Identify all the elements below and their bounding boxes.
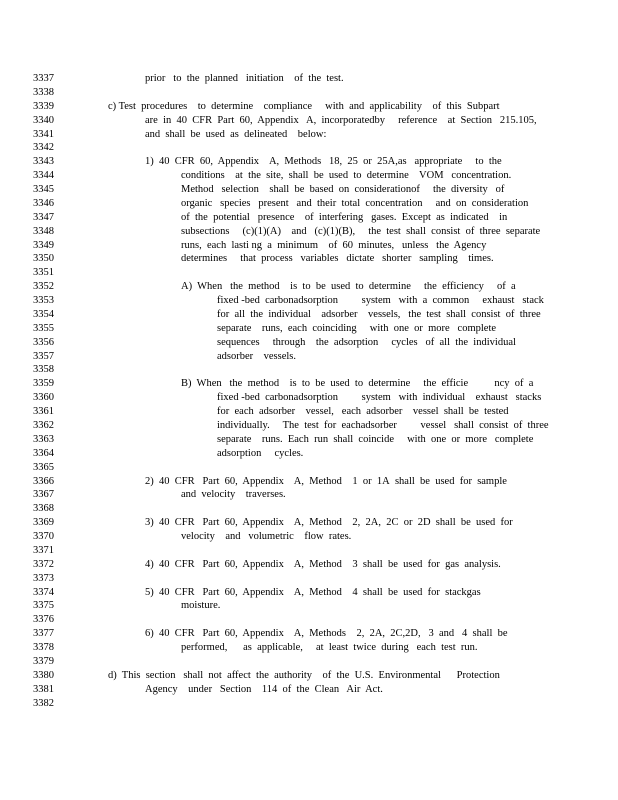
line-text: 1) 40 CFR 60, Appendix A, Methods 18, 25 or 25A,as appropriate to the [145,156,502,168]
document-line [0,183,618,197]
line-text: fixed -bed carbonadsorption system with individual exhaust stacks [217,392,542,404]
line-number: 3366 [33,475,54,487]
line-number: 3351 [33,267,54,279]
line-number: 3338 [33,86,54,98]
line-number: 3339 [33,100,54,112]
line-number: 3370 [33,531,54,543]
line-number: 3346 [33,197,54,209]
line-text: 3) 40 CFR Part 60, Appendix A, Method 2, 2A, 2C or 2D shall be used for [145,517,513,529]
line-number: 3350 [33,253,54,265]
line-number: 3368 [33,503,54,515]
line-text: prior to the planned initiation of the test. [145,73,344,84]
document-line [0,141,618,155]
line-text: moisture. [181,600,221,612]
line-number: 3343 [33,156,54,168]
line-number: 3337 [33,73,54,84]
document-line [0,697,618,711]
document-line [0,239,618,253]
line-number: 3356 [33,336,54,348]
line-text: individually. The test for eachadsorber vessel shall consist of three [217,420,549,431]
document-line [0,641,618,655]
document-line [0,86,618,100]
line-text: and shall be used as delineated below: [145,128,327,140]
line-text: c) Test procedures to determine compliance with and applicability of this Subpart [108,100,500,112]
line-number: 3378 [33,642,54,654]
line-number: 3377 [33,628,54,640]
document-line [0,350,618,364]
line-text: of the potential presence of interfering gases. Except as indicated in [181,211,508,223]
document-line [0,419,618,433]
document-line [0,155,618,169]
document-line [0,391,618,405]
line-number: 3381 [33,683,54,695]
line-number: 3360 [33,392,54,404]
line-number: 3345 [33,184,54,196]
document-line [0,266,618,280]
line-number: 3374 [33,586,54,598]
line-number: 3376 [33,614,54,626]
document-line [0,530,618,544]
line-text: sequences through the adsorption cycles of all the individual [217,336,516,348]
line-text: fixed -bed carbonadsorption system with a common exhaust stack [217,295,544,307]
line-number: 3375 [33,600,54,612]
line-number: 3341 [33,128,54,140]
line-text: 2) 40 CFR Part 60, Appendix A, Method 1 or 1A shall be used for sample [145,475,507,487]
document-line [0,280,618,294]
document-line [0,322,618,336]
line-number: 3357 [33,350,54,362]
document-line [0,169,618,183]
line-number: 3364 [33,447,54,459]
line-text: are in 40 CFR Part 60, Appendix A, incorporatedby reference at Section 215.105, [145,114,537,126]
line-number: 3353 [33,295,54,307]
line-text: performed, as applicable, at least twice during each test run. [181,642,478,654]
document-line [0,447,618,461]
line-number: 3363 [33,433,54,445]
document-line [0,502,618,516]
document-line [0,197,618,211]
document-line [0,516,618,530]
line-number: 3367 [33,489,54,501]
document-line [0,336,618,350]
document-line [0,211,618,225]
line-text: organic species present and their total concentration and on consideration [181,197,529,209]
line-number: 3355 [33,322,54,334]
line-number: 3348 [33,225,54,237]
document-line [0,544,618,558]
line-number: 3362 [33,420,54,431]
line-number: 3365 [33,461,54,473]
document-line [0,252,618,266]
document-line [0,586,618,600]
line-text: 4) 40 CFR Part 60, Appendix A, Method 3 shall be used for gas analysis. [145,558,501,570]
document-line [0,114,618,128]
line-text: Agency under Section 114 of the Clean Air Act. [145,683,383,695]
line-text: A) When the method is to be used to determine the efficiency of a [181,281,516,293]
line-text: subsections (c)(1)(A) and (c)(1)(B), the test shall consist of three separate [181,225,541,237]
document-line [0,488,618,502]
document-line [0,405,618,419]
line-text: and velocity traverses. [181,489,286,501]
line-number: 3347 [33,211,54,223]
line-text: adsorption cycles. [217,447,304,459]
line-text: 5) 40 CFR Part 60, Appendix A, Method 4 shall be used for stackgas [145,586,481,598]
document-line [0,363,618,377]
line-number: 3371 [33,544,54,556]
document-line [0,225,618,239]
line-number: 3373 [33,572,54,584]
document-line [0,669,618,683]
line-number: 3342 [33,142,54,154]
document-line [0,294,618,308]
document-line [0,558,618,572]
line-text: separate runs. Each run shall coincide with one or more complete [217,433,534,445]
line-number: 3380 [33,669,54,681]
document-line [0,100,618,114]
document-line [0,572,618,586]
line-text: for each adsorber vessel, each adsorber vessel shall be tested [217,406,509,418]
line-number: 3349 [33,239,54,251]
line-text: separate runs, each coinciding with one or more complete [217,322,497,334]
document-line [0,461,618,475]
line-number: 3359 [33,378,54,390]
line-number: 3344 [33,170,54,182]
line-number: 3358 [33,364,54,376]
line-number: 3369 [33,517,54,529]
line-number: 3354 [33,308,54,320]
line-text: for all the individual adsorber vessels, the test shall consist of three [217,308,541,320]
line-text: Method selection shall be based on considerationof the diversity of [181,184,505,196]
line-text: d) This section shall not affect the authority of the U.S. Environmental Protection [108,669,500,681]
document-line [0,613,618,627]
document-line [0,475,618,489]
line-number: 3379 [33,655,54,667]
line-number: 3340 [33,114,54,126]
line-number: 3361 [33,406,54,418]
line-number: 3382 [33,697,54,709]
document-line [0,128,618,142]
document-line [0,72,618,86]
document-line [0,308,618,322]
document-line [0,433,618,447]
line-number: 3372 [33,558,54,570]
line-text: 6) 40 CFR Part 60, Appendix A, Methods 2, 2A, 2C,2D, 3 and 4 shall be [145,628,508,640]
line-text: B) When the method is to be used to determine the efficie ncy of a [181,378,534,390]
line-number: 3352 [33,281,54,293]
document-line [0,599,618,613]
line-text: conditions at the site, shall be used to determine VOM concentration. [181,170,512,182]
line-text: runs, each lasti ng a minimum of 60 minutes, unless the Agency [181,239,487,251]
document-line [0,683,618,697]
line-text: adsorber vessels. [217,350,297,362]
line-text: velocity and volumetric flow rates. [181,531,352,543]
document-line [0,377,618,391]
document-line [0,627,618,641]
line-text: determines that process variables dictate shorter sampling times. [181,253,494,265]
document-line [0,655,618,669]
